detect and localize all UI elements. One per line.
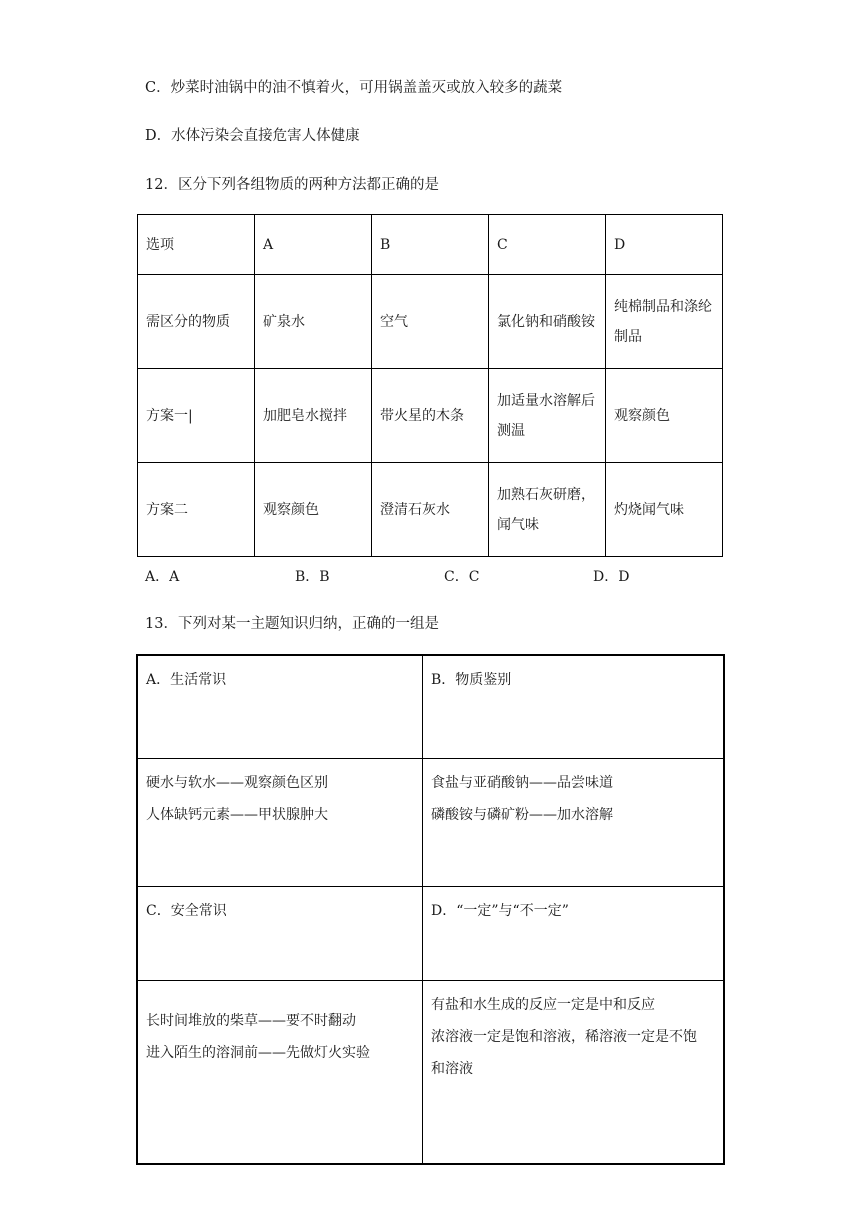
answer-option-c: C．C — [444, 569, 480, 585]
question-13-table — [136, 654, 725, 1165]
table-row — [137, 981, 724, 1165]
table-cell: B — [372, 215, 489, 275]
table-cell: 氯化钠和硝酸铵 — [489, 275, 606, 369]
table-cell: 方案一| — [138, 369, 255, 463]
table-cell: D — [606, 215, 723, 275]
table-cell: 灼烧闻气味 — [606, 463, 723, 557]
list-item: 浓溶液一定是饱和溶液，稀溶液一定是不饱 — [431, 1029, 697, 1045]
table-cell: 空气 — [372, 275, 489, 369]
table-cell: 选项 — [138, 215, 255, 275]
section-a-title: A．生活常识 — [137, 655, 423, 759]
answer-option-d: D．D — [593, 569, 630, 585]
table-cell: 方案二 — [138, 463, 255, 557]
question-13: 13．下列对某一主题知识归纳，正确的一组是 — [145, 616, 439, 632]
answer-option-b: B．B — [295, 569, 330, 585]
table-row — [137, 887, 724, 981]
question-12: 12．区分下列各组物质的两种方法都正确的是 — [145, 177, 439, 193]
table-cell: 纯棉制品和涤纶制品 — [606, 275, 723, 369]
option-c-text: C．炒菜时油锅中的油不慎着火，可用锅盖盖灭或放入较多的蔬菜 — [145, 80, 563, 96]
section-d-title: D．“一定”与“不一定” — [423, 887, 725, 981]
table-header-row — [138, 215, 723, 275]
question-12-table — [137, 214, 723, 557]
option-d-text: D．水体污染会直接危害人体健康 — [145, 128, 360, 144]
table-cell: 观察颜色 — [255, 463, 372, 557]
list-item: 有盐和水生成的反应一定是中和反应 — [431, 997, 655, 1013]
section-b-content — [423, 759, 725, 887]
list-item: 进入陌生的溶洞前——先做灯火实验 — [146, 1045, 370, 1061]
list-item: 食盐与亚硝酸钠——品尝味道 — [431, 775, 613, 791]
list-item: 人体缺钙元素——甲状腺肿大 — [146, 807, 328, 823]
table-row — [137, 759, 724, 887]
list-item: 磷酸铵与磷矿粉——加水溶解 — [431, 807, 613, 823]
table-cell: 带火星的木条 — [372, 369, 489, 463]
table-cell: 需区分的物质 — [138, 275, 255, 369]
section-c-content — [137, 981, 423, 1165]
list-item: 长时间堆放的柴草——要不时翻动 — [146, 1013, 356, 1029]
section-d-content — [423, 981, 725, 1165]
table-cell: 加适量水溶解后测温 — [489, 369, 606, 463]
table-row — [137, 655, 724, 759]
list-item: 硬水与软水——观察颜色区别 — [146, 775, 328, 791]
section-a-content — [137, 759, 423, 887]
answer-option-a: A．A — [145, 569, 180, 585]
table-cell: 加熟石灰研磨，闻气味 — [489, 463, 606, 557]
table-row — [138, 463, 723, 557]
table-row — [138, 275, 723, 369]
table-cell: C — [489, 215, 606, 275]
table-cell: 加肥皂水搅拌 — [255, 369, 372, 463]
table-row — [138, 369, 723, 463]
table-cell: 观察颜色 — [606, 369, 723, 463]
section-c-title: C．安全常识 — [137, 887, 423, 981]
table-cell: 矿泉水 — [255, 275, 372, 369]
table-cell: 澄清石灰水 — [372, 463, 489, 557]
list-item: 和溶液 — [431, 1061, 473, 1077]
section-b-title: B．物质鉴别 — [423, 655, 725, 759]
table-cell: A — [255, 215, 372, 275]
